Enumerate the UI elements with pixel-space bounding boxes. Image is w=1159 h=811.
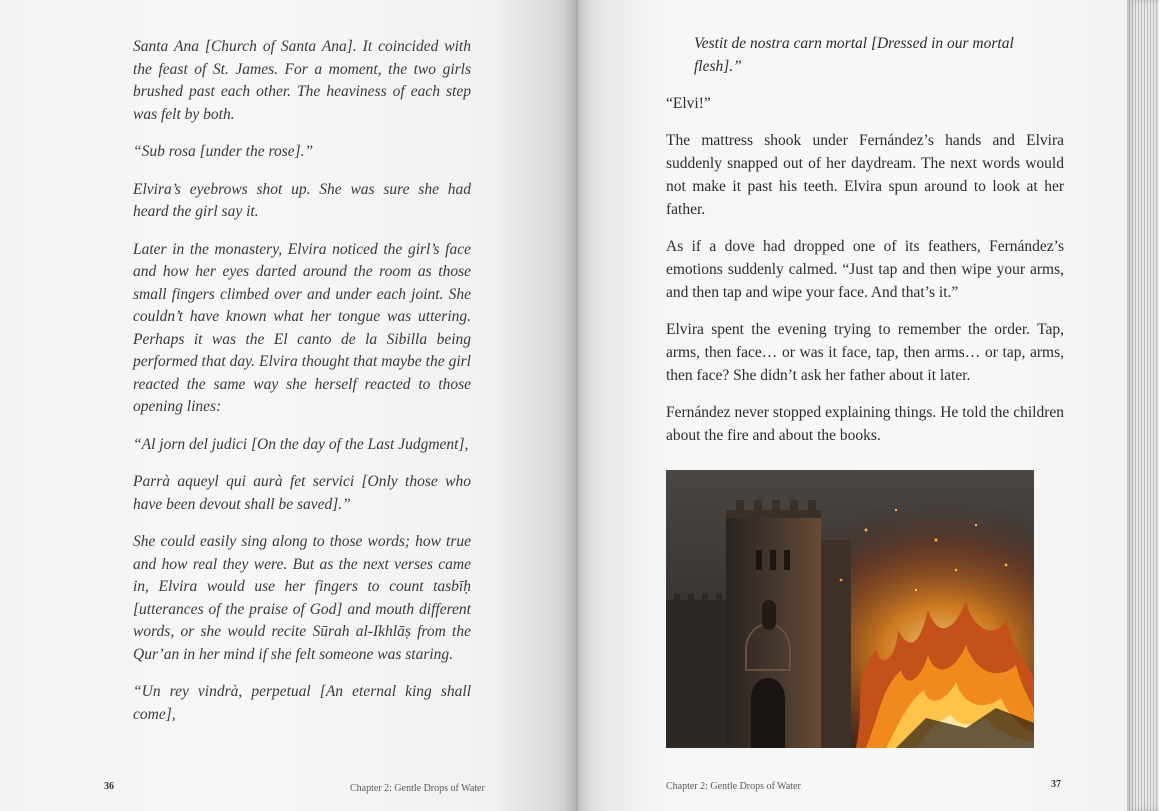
verse-line: Vestit de nostra carn mortal [Dressed in our mortal flesh].” <box>694 35 1014 75</box>
paragraph: As if a dove had dropped one of its feathers, Fernández’s emotions suddenly calmed. “Just tap and then wipe your arms, and then tap and wipe your face. And that’s it.” <box>666 238 1064 301</box>
paragraph: Fernández never stopped explaining things. He told the children about the fire and about the books. <box>666 404 1064 444</box>
right-page-number: 37 <box>1051 779 1061 790</box>
paragraph: The mattress shook under Fernández’s hands and Elvira suddenly snapped out of her daydream. The next words would not make it past his teeth. Elvira spun around to look at her father. <box>666 132 1064 218</box>
paragraph: Santa Ana [Church of Santa Ana]. It coincided with the feast of St. James. For a moment, the two girls brushed past each other. The heaviness of each step was felt by both. <box>133 38 471 123</box>
burning-castle-illustration <box>666 470 1034 748</box>
paragraph: “Elvi!” <box>666 95 711 112</box>
left-page-number: 36 <box>104 781 114 792</box>
paragraph: Later in the monastery, Elvira noticed the girl’s face and how her eyes darted around the room as those small fingers climbed over and under each joint. She couldn’t have known what her tongue was uttering. Perhaps it was the El canto de la Sibilla being performed that day. Elvira thought that maybe the girl reacted the same way she herself reacted to those opening lines: <box>133 240 471 415</box>
paragraph: “Sub rosa [under the rose].” <box>133 143 314 160</box>
left-page-text <box>133 36 471 741</box>
page-edges <box>1127 0 1159 811</box>
right-running-header: Chapter 2: Gentle Drops of Water <box>666 781 801 792</box>
paragraph: “Al jorn del judici [On the day of the Last Judgment], <box>133 435 469 453</box>
book-gutter <box>565 0 589 811</box>
paragraph: She could easily sing along to those words; how true and how real they were. But as the next verses came in, Elvira would use her fingers to count tasbīḥ [utterances of the praise of God] and mouth different words, or she would recite Sūrah al-Ikhlāṣ from the Qur’an in her mind if she felt someone was staring. <box>133 533 471 663</box>
paragraph: Parrà aqueyl qui aurà fet servici [Only those who have been devout shall be saved].” <box>133 473 471 513</box>
right-page-text <box>666 32 1064 461</box>
paragraph: Elvira’s eyebrows shot up. She was sure she had heard the girl say it. <box>133 180 471 220</box>
paragraph: Elvira spent the evening trying to remember the order. Tap, arms, then face… or was it face, tap, then arms… or tap, arms, then face? She didn’t ask her father about it later. <box>666 321 1064 384</box>
left-running-header: Chapter 2: Gentle Drops of Water <box>350 783 485 794</box>
paragraph: “Un rey vindrà, perpetual [An eternal king shall come], <box>133 683 471 723</box>
